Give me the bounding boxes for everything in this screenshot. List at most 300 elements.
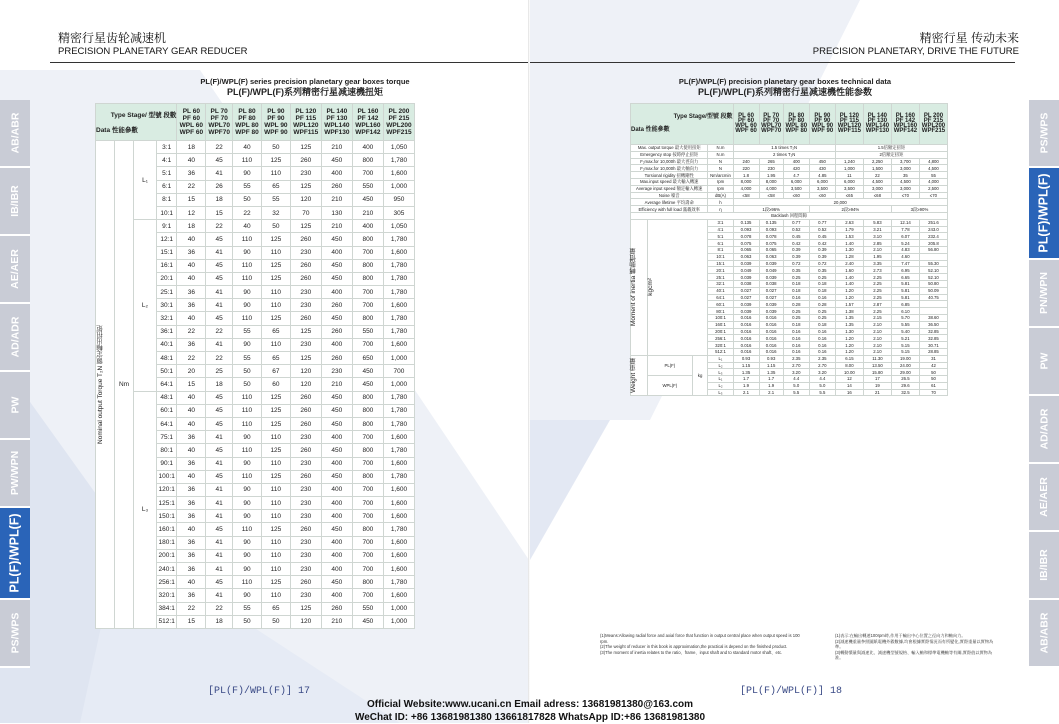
weight-value: 50 (919, 376, 947, 383)
side-tab-0[interactable] (1029, 100, 1059, 168)
inertia-value (919, 308, 947, 315)
value-cell: 260 (290, 417, 321, 430)
spec-value: 420 (783, 165, 809, 172)
weight-value: 5.5 (809, 389, 835, 396)
value-cell: 41 (206, 431, 233, 444)
weight-value: 12 (835, 376, 863, 383)
model-name: PL 90 (814, 113, 831, 119)
value-cell: 55 (233, 602, 262, 615)
value-cell: 400 (321, 483, 352, 496)
value-cell: 230 (290, 589, 321, 602)
table-row (96, 141, 415, 154)
spec-label: Efficiency with full load 滿載效率 (631, 206, 708, 213)
value-cell: 15 (177, 615, 206, 628)
inertia-value: 0.39 (783, 253, 809, 260)
side-tab-label: PN/WPN (1038, 272, 1050, 314)
weight-value: L₂ (708, 382, 733, 389)
inertia-value: 0.065 (733, 246, 759, 253)
value-cell: 210 (321, 141, 352, 154)
weight-label: Weight 重量 (630, 358, 637, 394)
side-tab-2[interactable] (1029, 260, 1059, 328)
inertia-value: 55.30 (919, 260, 947, 267)
inertia-value: 38.60 (919, 314, 947, 321)
side-tab-7[interactable] (1029, 600, 1059, 668)
inertia-value: 0.049 (759, 267, 783, 274)
value-cell: 22 (206, 352, 233, 365)
value-cell: 400 (352, 141, 383, 154)
header-rule (50, 62, 529, 63)
model-name: PL 160 (357, 108, 379, 115)
spec-row (631, 172, 948, 179)
inertia-value: 2.10 (863, 342, 891, 349)
side-tab-3[interactable] (1029, 328, 1059, 396)
spec-unit: N.m (708, 145, 733, 152)
value-cell: 260 (290, 312, 321, 325)
ratio-cell: 40:1 (157, 338, 177, 351)
inertia-value: 2.85 (863, 240, 891, 247)
weight-value: 5.0 (783, 382, 809, 389)
weight-value: 1.15 (733, 362, 759, 369)
inertia-value: 4:1 (708, 226, 733, 233)
value-cell: 120 (290, 378, 321, 391)
inertia-value: 0.063 (733, 253, 759, 260)
value-cell: 400 (321, 286, 352, 299)
inertia-value: 0.42 (783, 240, 809, 247)
value-cell: 210 (321, 615, 352, 628)
model-name: WPF115 (293, 129, 319, 136)
value-cell: 800 (352, 312, 383, 325)
value-cell: 41 (206, 549, 233, 562)
left-page (0, 0, 529, 723)
value-cell: 15 (177, 193, 206, 206)
weight-value: 1.9 (759, 382, 783, 389)
value-cell: 130 (321, 206, 352, 219)
inertia-value: 0.72 (783, 260, 809, 267)
model-name: PL 140 (867, 113, 888, 119)
inertia-value (919, 253, 947, 260)
side-tab-4[interactable] (0, 372, 30, 440)
side-tab-5[interactable] (0, 440, 30, 508)
model-name: WPL70 (208, 122, 230, 129)
value-cell: 110 (233, 391, 262, 404)
value-cell: 110 (261, 431, 290, 444)
model-name: WPL 90 (811, 123, 834, 129)
inertia-value: 6.95 (891, 267, 919, 274)
value-cell: 125 (261, 576, 290, 589)
spec-value: 4,500 (863, 178, 891, 185)
model-name: PF 80 (238, 115, 256, 122)
value-cell: 36 (177, 549, 206, 562)
value-cell: 22 (177, 352, 206, 365)
model-name: PL 80 (788, 113, 805, 119)
value-cell: 22 (177, 180, 206, 193)
spec-row (631, 185, 948, 192)
inertia-value: 0.39 (783, 246, 809, 253)
value-cell: 125 (261, 233, 290, 246)
weight-value: 8.00 (835, 362, 863, 369)
inertia-value: 2.25 (863, 308, 891, 315)
inertia-value: 0.063 (759, 253, 783, 260)
ratio-cell: 512:1 (157, 615, 177, 628)
value-cell: 15 (177, 378, 206, 391)
value-cell: 45 (206, 417, 233, 430)
side-tab-7[interactable] (0, 600, 30, 668)
model-name: WPL140 (324, 122, 350, 129)
inertia-value: 60:1 (708, 301, 733, 308)
inertia-value: 0.35 (783, 267, 809, 274)
torque-label-cell (96, 141, 115, 629)
side-tab-label: IB/IBR (9, 185, 21, 217)
weight-value: 1.9 (733, 382, 759, 389)
inertia-label: Moment of inertia 轉動慣量 (630, 248, 637, 327)
value-cell: 26 (206, 180, 233, 193)
weight-value: 32.5 (891, 389, 919, 396)
value-cell: 110 (261, 536, 290, 549)
model-header (919, 104, 947, 145)
spec-value: ≤58 (759, 192, 783, 199)
weight-value: 4.4 (783, 376, 809, 383)
value-cell: 20 (177, 365, 206, 378)
side-tab-label: PW/WPN (9, 450, 22, 496)
value-cell: 18 (177, 141, 206, 154)
inertia-value: 40:1 (708, 287, 733, 294)
inertia-value: 5.21 (891, 335, 919, 342)
model-name: PL 60 (182, 108, 200, 115)
value-cell: 40 (177, 312, 206, 325)
model-name: WPF215 (921, 128, 946, 134)
weight-value: 42 (919, 362, 947, 369)
side-tab-6[interactable] (0, 508, 30, 600)
value-cell: 700 (352, 299, 383, 312)
stage-cell: L₁ (134, 141, 157, 220)
spec-value: 3,500 (809, 185, 835, 192)
value-cell: 260 (290, 444, 321, 457)
right-table-title-en: PL(F)/WPL(F) precision planetary gear boxes technical data (678, 77, 892, 86)
ratio-cell: 384:1 (157, 602, 177, 615)
spec-value: 35 (891, 172, 919, 179)
model-name: PF 215 (923, 118, 944, 124)
left-table-title-cn: PL(F)/WPL(F)系列精密行星减速機扭矩 (227, 87, 383, 97)
ratio-cell: 120:1 (157, 483, 177, 496)
value-cell: 125 (261, 470, 290, 483)
model-name: PF 142 (357, 115, 379, 122)
value-cell: 700 (352, 457, 383, 470)
model-name: PF 130 (326, 115, 348, 122)
inertia-value: 0.016 (733, 321, 759, 328)
inertia-value: 32.85 (919, 335, 947, 342)
ratio-cell: 64:1 (157, 417, 177, 430)
inertia-value: 15:1 (708, 260, 733, 267)
ratio-cell: 240:1 (157, 563, 177, 576)
model-name: WPF 60 (735, 128, 757, 134)
inertia-value: 3:1 (708, 219, 733, 226)
value-cell: 65 (261, 180, 290, 193)
value-cell: 41 (206, 338, 233, 351)
inertia-value: 1.20 (835, 348, 863, 355)
value-cell: 125 (261, 404, 290, 417)
inertia-value: 0.075 (759, 240, 783, 247)
weight-value: 61 (919, 382, 947, 389)
model-name: WPL120 (837, 123, 862, 129)
value-cell: 125 (290, 180, 321, 193)
table-row (96, 220, 415, 233)
inertia-value: 2.63 (835, 219, 863, 226)
value-cell: 45 (206, 470, 233, 483)
left-table-title (95, 77, 515, 97)
inertia-value: 1.95 (863, 253, 891, 260)
left-side-tabs (0, 100, 30, 668)
value-cell: 55 (261, 193, 290, 206)
value-cell: 1,780 (383, 470, 414, 483)
value-cell: 800 (352, 233, 383, 246)
value-cell: 90 (233, 167, 262, 180)
inertia-value: 56.80 (919, 246, 947, 253)
value-cell: 50 (233, 615, 262, 628)
model-name: WPF 80 (235, 129, 259, 136)
side-tab-5[interactable] (1029, 464, 1059, 532)
inertia-value: 0.16 (783, 294, 809, 301)
value-cell: 120 (290, 193, 321, 206)
ratio-cell: 180:1 (157, 536, 177, 549)
right-header (813, 32, 1019, 58)
spec-unit: h (708, 199, 733, 206)
value-cell: 110 (261, 563, 290, 576)
weight-value: L₁ (708, 355, 733, 362)
model-header (891, 104, 919, 145)
inertia-value: 10:1 (708, 253, 733, 260)
spec-value: 400 (783, 158, 809, 165)
value-cell: 36 (177, 536, 206, 549)
spec-row (631, 199, 948, 206)
ratio-cell: 8:1 (157, 193, 177, 206)
inertia-value: 50.09 (919, 287, 947, 294)
value-cell: 230 (290, 497, 321, 510)
value-cell: 36 (177, 497, 206, 510)
inertia-value: 0.18 (809, 287, 835, 294)
side-tab-1[interactable] (0, 168, 30, 236)
value-cell: 230 (290, 510, 321, 523)
inertia-value: 2.25 (863, 287, 891, 294)
model-header (835, 104, 863, 145)
side-tab-2[interactable] (0, 236, 30, 304)
spec-label: Average lifetime 平均壽命 (631, 199, 708, 206)
value-cell: 450 (321, 391, 352, 404)
model-name: PL 160 (895, 113, 916, 119)
model-name: WPF142 (355, 129, 381, 136)
inertia-value: 0.16 (783, 335, 809, 342)
inertia-value: 5.70 (891, 314, 919, 321)
value-cell: 700 (352, 549, 383, 562)
value-cell: 15 (206, 206, 233, 219)
right-page-number: [PL(F)/WPL(F)] 18 (740, 686, 843, 697)
type-stage-label: Type Stage/ 型號 段數 (110, 112, 177, 119)
spec-value: ≤65 (835, 192, 863, 199)
inertia-value: 1.40 (835, 280, 863, 287)
model-header (352, 104, 383, 141)
inertia-value: 1.79 (835, 226, 863, 233)
value-cell: 40 (177, 576, 206, 589)
ratio-cell: 16:1 (157, 259, 177, 272)
model-name: PF 90 (267, 115, 285, 122)
weight-series: PL(F) (647, 355, 692, 375)
inertia-value: 0.016 (733, 314, 759, 321)
value-cell: 22 (233, 206, 262, 219)
value-cell: 90 (233, 431, 262, 444)
inertia-value: 0.065 (759, 246, 783, 253)
inertia-value: 4.60 (891, 253, 919, 260)
spec-value: 1.5 times T₂N (733, 145, 835, 152)
value-cell: 800 (352, 417, 383, 430)
side-tab-4[interactable] (1029, 396, 1059, 464)
value-cell: 41 (206, 246, 233, 259)
spec-value: 22 (863, 172, 891, 179)
spec-value: 4,500 (919, 165, 947, 172)
inertia-value: 0.16 (809, 342, 835, 349)
model-name: PF 70 (210, 115, 228, 122)
model-name: WPF142 (893, 128, 918, 134)
value-cell: 125 (261, 417, 290, 430)
ratio-cell: 50:1 (157, 365, 177, 378)
value-cell: 65 (261, 352, 290, 365)
value-cell: 36 (177, 483, 206, 496)
model-name: WPF130 (324, 129, 350, 136)
value-cell: 700 (352, 246, 383, 259)
value-cell: 400 (321, 589, 352, 602)
weight-value: 5.5 (783, 389, 809, 396)
model-name: PL 90 (267, 108, 285, 115)
inertia-value: 3.21 (863, 226, 891, 233)
spec-value: 220 (733, 165, 759, 172)
value-cell: 400 (321, 457, 352, 470)
inertia-value: 0.45 (783, 233, 809, 240)
spec-row (631, 206, 948, 213)
value-cell: 260 (321, 602, 352, 615)
value-cell: 55 (233, 352, 262, 365)
side-tab-label: IB/IBR (1038, 549, 1050, 581)
value-cell: 125 (261, 259, 290, 272)
value-cell: 125 (261, 444, 290, 457)
value-cell: 110 (233, 259, 262, 272)
inertia-value: 5.83 (863, 219, 891, 226)
inertia-value: 0.016 (759, 328, 783, 335)
spec-value: 3,000 (891, 185, 919, 192)
value-cell: 110 (233, 154, 262, 167)
model-name: WPL120 (293, 122, 319, 129)
value-cell: 1,780 (383, 444, 414, 457)
value-cell: 110 (261, 286, 290, 299)
inertia-value: 2.25 (863, 294, 891, 301)
website-line[interactable]: Official Website:www.ucani.cn Email adress: 13681981380@163.com (366, 699, 693, 710)
inertia-value: 5.81 (891, 280, 919, 287)
value-cell: 650 (352, 352, 383, 365)
stage-cell: L₂ (134, 220, 157, 391)
ratio-cell: 25:1 (157, 286, 177, 299)
value-cell: 45 (206, 259, 233, 272)
inertia-value: 1.28 (835, 253, 863, 260)
inertia-value: 32:1 (708, 280, 733, 287)
inertia-value: 1.38 (835, 308, 863, 315)
value-cell: 450 (321, 523, 352, 536)
weight-value: 1.35 (733, 369, 759, 376)
model-name: PL 200 (923, 113, 944, 119)
torque-label: Nominal output Torque T₂N 額定輸出扭矩 (97, 324, 104, 444)
value-cell: 1,780 (383, 523, 414, 536)
model-name: WPL140 (865, 123, 890, 129)
side-tab-0[interactable] (0, 100, 30, 168)
model-name: WPF 80 (785, 128, 808, 134)
value-cell: 400 (321, 563, 352, 576)
side-tab-3[interactable] (0, 304, 30, 372)
value-cell: 110 (233, 444, 262, 457)
value-cell: 800 (352, 154, 383, 167)
value-cell: 22 (206, 602, 233, 615)
side-tab-6[interactable] (1029, 532, 1059, 600)
side-tab-1[interactable] (1029, 168, 1059, 260)
spec-unit: rpm (708, 185, 733, 192)
value-cell: 50 (233, 378, 262, 391)
value-cell: 45 (206, 154, 233, 167)
value-cell: 125 (261, 154, 290, 167)
model-header (321, 104, 352, 141)
ratio-cell: 256:1 (157, 576, 177, 589)
spec-label: Emergency stop 按時停止扭矩 (631, 151, 708, 158)
value-cell: 110 (233, 312, 262, 325)
value-cell: 450 (321, 404, 352, 417)
ratio-cell: 3:1 (157, 141, 177, 154)
spec-value: 1.8 (733, 172, 759, 179)
value-cell: 22 (177, 602, 206, 615)
value-cell: 1,600 (383, 299, 414, 312)
inertia-value: 2.40 (835, 260, 863, 267)
spec-label: Average input speed 額定輸入轉速 (631, 185, 708, 192)
inertia-value: 5:1 (708, 233, 733, 240)
inertia-value: 0.28 (809, 301, 835, 308)
model-name: WPL160 (355, 122, 381, 129)
model-header (863, 104, 891, 145)
note-en-2: (2)The weight of reducer in this book is approximation,the practical is depend on the finished product. (600, 644, 788, 650)
inertia-value: 0.039 (733, 260, 759, 267)
weight-row (631, 355, 948, 362)
weight-value: 13.50 (863, 362, 891, 369)
value-cell: 125 (290, 602, 321, 615)
value-cell: 700 (352, 167, 383, 180)
value-cell: 450 (321, 233, 352, 246)
note-cn-2: (2)減速機重量參照圖紙電機外轂數據,均會根據實際情況而有所變化,實際重量以實物為準。 (835, 638, 994, 650)
model-name: PL 80 (238, 108, 256, 115)
model-header (261, 104, 290, 141)
inertia-value: 5.15 (891, 342, 919, 349)
value-cell: 400 (321, 536, 352, 549)
inertia-value: 0.45 (809, 233, 835, 240)
value-cell: 700 (352, 497, 383, 510)
model-name: PF 115 (839, 118, 859, 124)
value-cell: 400 (321, 510, 352, 523)
data-label: Data 性能參數 (96, 127, 138, 134)
value-cell: 800 (352, 404, 383, 417)
notes-en (600, 633, 800, 655)
inertia-value: 0.77 (809, 219, 835, 226)
inertia-value: 1.60 (835, 267, 863, 274)
ratio-cell: 90:1 (157, 457, 177, 470)
model-name: PL 200 (388, 108, 410, 115)
model-header (759, 104, 783, 145)
value-cell: 800 (352, 391, 383, 404)
value-cell: 36 (177, 246, 206, 259)
inertia-value: 30.71 (919, 342, 947, 349)
inertia-value: 1.30 (835, 246, 863, 253)
model-name: WPL 60 (735, 123, 757, 129)
weight-value: 2.1 (759, 389, 783, 396)
